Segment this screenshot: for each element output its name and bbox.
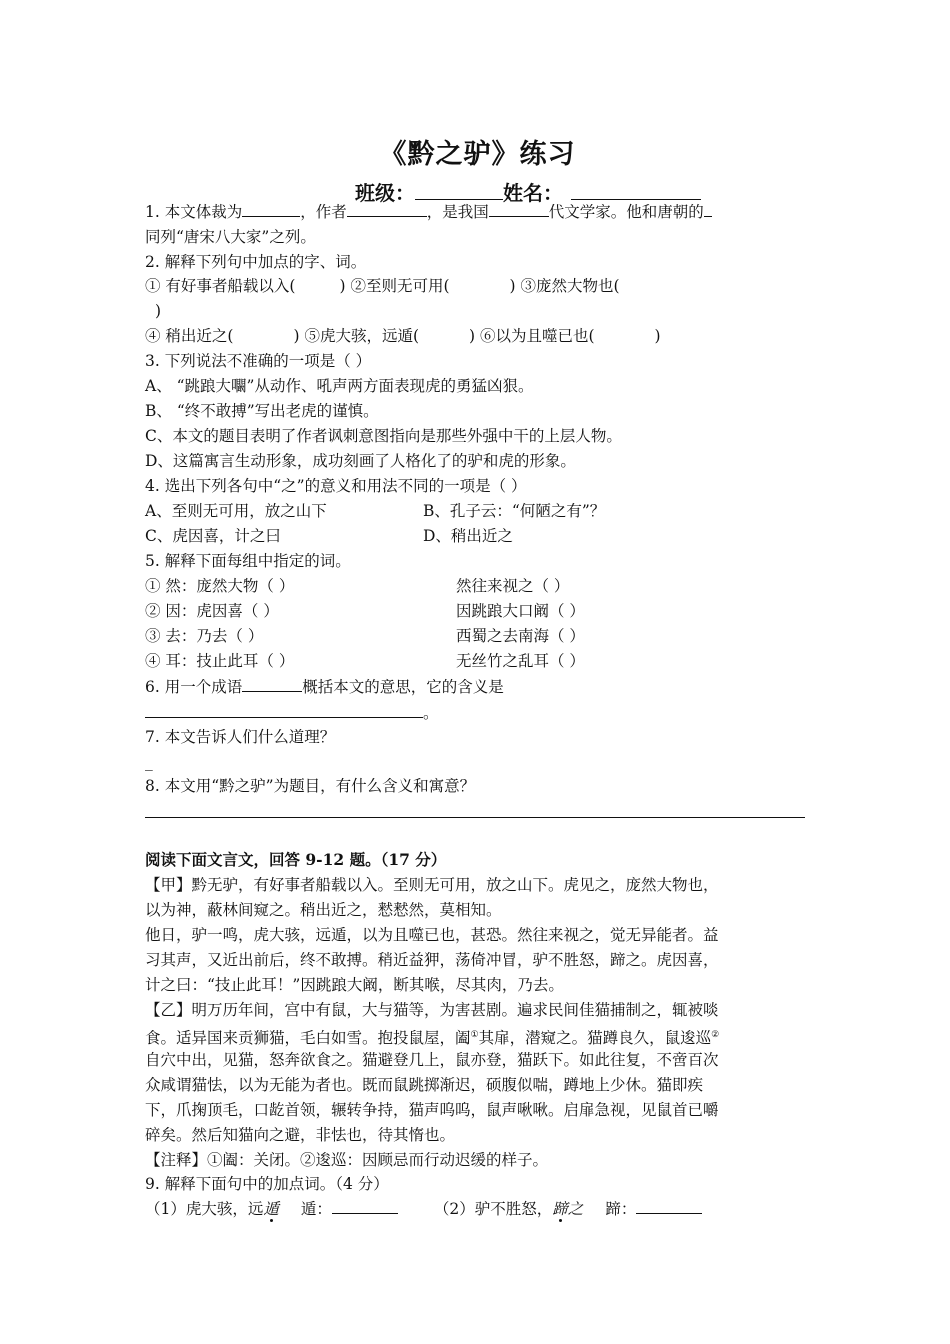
- q5-row-4-left: ④ 耳：技止此耳（ ）: [145, 652, 295, 670]
- passage-line-5: 计之曰：“技止此耳！”因跳踉大阚，断其喉，尽其肉，乃去。: [145, 976, 564, 994]
- footnote-marker-1: ①: [470, 1030, 479, 1040]
- q5-row-2-left: ② 因：虎因喜（ ）: [145, 602, 279, 620]
- q7-stem: 7. 本文告诉人们什么道理？: [145, 728, 336, 746]
- q5-row-4-right: 无丝竹之乱耳（ ）: [456, 652, 585, 670]
- q2-item-6-close: ): [654, 327, 661, 345]
- q5-row-3-left: ③ 去：乃去（ ）: [145, 627, 264, 645]
- passage-line-2: 以为神，蔽林间窥之。稍出近之，慭慭然，莫相知。: [145, 901, 502, 919]
- q7-answer-mark[interactable]: _: [145, 753, 153, 771]
- passage-line-7: [145, 1025, 719, 1048]
- class-blank[interactable]: [415, 198, 503, 200]
- q9-item-1-label: 遁：: [300, 1200, 332, 1218]
- q6-text-a: 6. 用一个成语: [145, 678, 243, 696]
- passage-line-10: 下，爪掬顶毛，口龁首领，辗转争持，猫声呜呜，鼠声啾啾。启扉急视，见鼠首已嚼: [145, 1101, 719, 1119]
- q6-meaning-blank[interactable]: [145, 716, 423, 718]
- q1-text-a: 1. 本文体裁为: [145, 203, 243, 221]
- passage-line-3: 他日，驴一鸣，虎大骇，远遁，以为且噬已也，甚恐。然往来视之，觉无异能者。益: [145, 926, 719, 944]
- q2-row-1-cont: ): [155, 302, 162, 320]
- passage-line-8: 自穴中出，见猫，怒奔欲食之。猫避登几上，鼠亦登，猫跃下。如此往复，不啻百次: [145, 1051, 719, 1069]
- q9-item-1-blank[interactable]: [332, 1212, 398, 1214]
- q1-text-d: 代文学家。他和唐朝的: [548, 203, 704, 221]
- q6-line: [145, 677, 504, 697]
- q1-line-2: 同列“唐宋八大家”之列。: [145, 228, 316, 246]
- q2-item-4: ④ 稍出近之(: [145, 327, 234, 345]
- q2-item-6: ) ⑥以为且噬已也(: [469, 327, 595, 345]
- q2-item-3: ) ③庞然大物也(: [509, 277, 620, 295]
- q3-option-b: B、 “终不敢搏”写出老虎的谨慎。: [145, 402, 379, 420]
- q1-text-b: ，作者: [300, 203, 347, 221]
- q9-item-2-label: 蹄：: [605, 1200, 637, 1218]
- q1-blank-dynasty[interactable]: [489, 215, 549, 217]
- passage-notes: 【注释】①阖：关闭。②逡巡：因顾忌而行动迟缓的样子。: [145, 1151, 549, 1169]
- passage-line-11: 碎矣。然后知猫向之避，非怯也，待其惰也。: [145, 1126, 456, 1144]
- q9-item-1-word: 遁: [263, 1200, 279, 1218]
- q8-stem: 8. 本文用“黔之驴”为题目，有什么含义和寓意？: [145, 777, 476, 795]
- class-label: 班级：: [355, 181, 415, 205]
- passage-line-7-a: 食。适异国来贡狮猫，毛白如雪。抱投鼠屋，阖: [145, 1029, 471, 1047]
- q2-item-2: ) ②至则无可用(: [339, 277, 450, 295]
- q1-text-c: ，是我国: [426, 203, 489, 221]
- q2-stem: 2. 解释下列句中加点的字、词。: [145, 253, 367, 271]
- q2-item-1: ① 有好事者船载以入(: [145, 277, 296, 295]
- q2-row-2: [145, 326, 661, 346]
- q3-option-c: C、本文的题目表明了作者讽刺意图指向是那些外强中干的上层人物。: [145, 427, 622, 445]
- name-label: 姓名：: [503, 181, 563, 205]
- q6-end: 。: [423, 704, 439, 722]
- q9-item-2-tail: 之: [567, 1200, 584, 1218]
- q9-stem: 9. 解释下面句中的加点词。（4 分）: [145, 1175, 389, 1193]
- q1-blank-author[interactable]: [347, 215, 427, 217]
- q3-option-d: D、这篇寓言生动形象，成功刻画了人格化了的驴和虎的形象。: [145, 452, 576, 470]
- q9-item-1-text: （1）虎大骇，远: [145, 1200, 264, 1218]
- q1-line: [145, 202, 712, 222]
- reading-heading: 阅读下面文言文，回答 9-12 题。（17 分）: [145, 850, 447, 869]
- q4-option-d: D、稍出近之: [423, 527, 513, 545]
- q3-option-a: A、 “跳踉大㘚”从动作、吼声两方面表现虎的勇猛凶狠。: [145, 377, 534, 395]
- q4-option-c: C、虎因喜，计之曰: [145, 527, 281, 545]
- q8-answer-line[interactable]: [145, 817, 805, 818]
- q9-item-2-text: （2）驴不胜怒，: [433, 1200, 553, 1218]
- q3-stem: 3. 下列说法不准确的一项是（ ）: [145, 352, 372, 370]
- q4-stem: 4. 选出下列各句中“之”的意义和用法不同的一项是（ ）: [145, 477, 527, 495]
- q2-row-1: [145, 276, 620, 296]
- q5-row-2-right: 因跳踉大口阚（ ）: [456, 602, 585, 620]
- q6-text-b: 概括本文的意思，它的含义是: [302, 678, 504, 696]
- q1-blank-peer[interactable]: [704, 215, 712, 217]
- passage-line-4: 习其声，又近出前后，终不敢搏。稍近益狎，荡倚冲冒，驴不胜怒，蹄之。虎因喜，: [145, 951, 719, 969]
- q6-meaning-line: [145, 703, 439, 723]
- passage-line-1: 【甲】黔无驴，有好事者船载以入。至则无可用，放之山下。虎见之，庞然大物也，: [145, 876, 719, 894]
- q4-option-a: A、至则无可用，放之山下: [145, 502, 327, 520]
- q1-blank-genre[interactable]: [242, 215, 300, 217]
- name-blank[interactable]: [571, 198, 701, 200]
- q5-row-1-right: 然往来视之（ ）: [456, 577, 570, 595]
- q9-item-2-blank[interactable]: [636, 1212, 702, 1214]
- q9-item-2-word: 蹄: [552, 1200, 568, 1218]
- passage-line-9: 众咸谓猫怯，以为无能为者也。既而鼠跳掷渐迟，硕腹似喘，蹲地上少休。猫即疾: [145, 1076, 704, 1094]
- q6-idiom-blank[interactable]: [242, 690, 302, 692]
- page-title: 《黔之驴》练习: [379, 139, 576, 170]
- q5-row-3-right: 西蜀之去南海（ ）: [456, 627, 585, 645]
- passage-line-7-b: 其扉，潜窥之。猫蹲良久，鼠逡巡: [478, 1029, 712, 1047]
- passage-line-6: 【乙】明万历年间，宫中有鼠，大与猫等，为害甚剧。遍求民间佳猫捕制之，辄被啖: [145, 1001, 719, 1019]
- q2-item-5: ) ⑤虎大骇，远遁(: [293, 327, 420, 345]
- footnote-marker-2: ②: [711, 1030, 720, 1040]
- q9-items: [145, 1199, 702, 1219]
- q5-row-1-left: ① 然：庞然大物（ ）: [145, 577, 295, 595]
- q4-option-b: B、孔子云：“何陋之有”？: [423, 502, 606, 520]
- q5-stem: 5. 解释下面每组中指定的词。: [145, 552, 351, 570]
